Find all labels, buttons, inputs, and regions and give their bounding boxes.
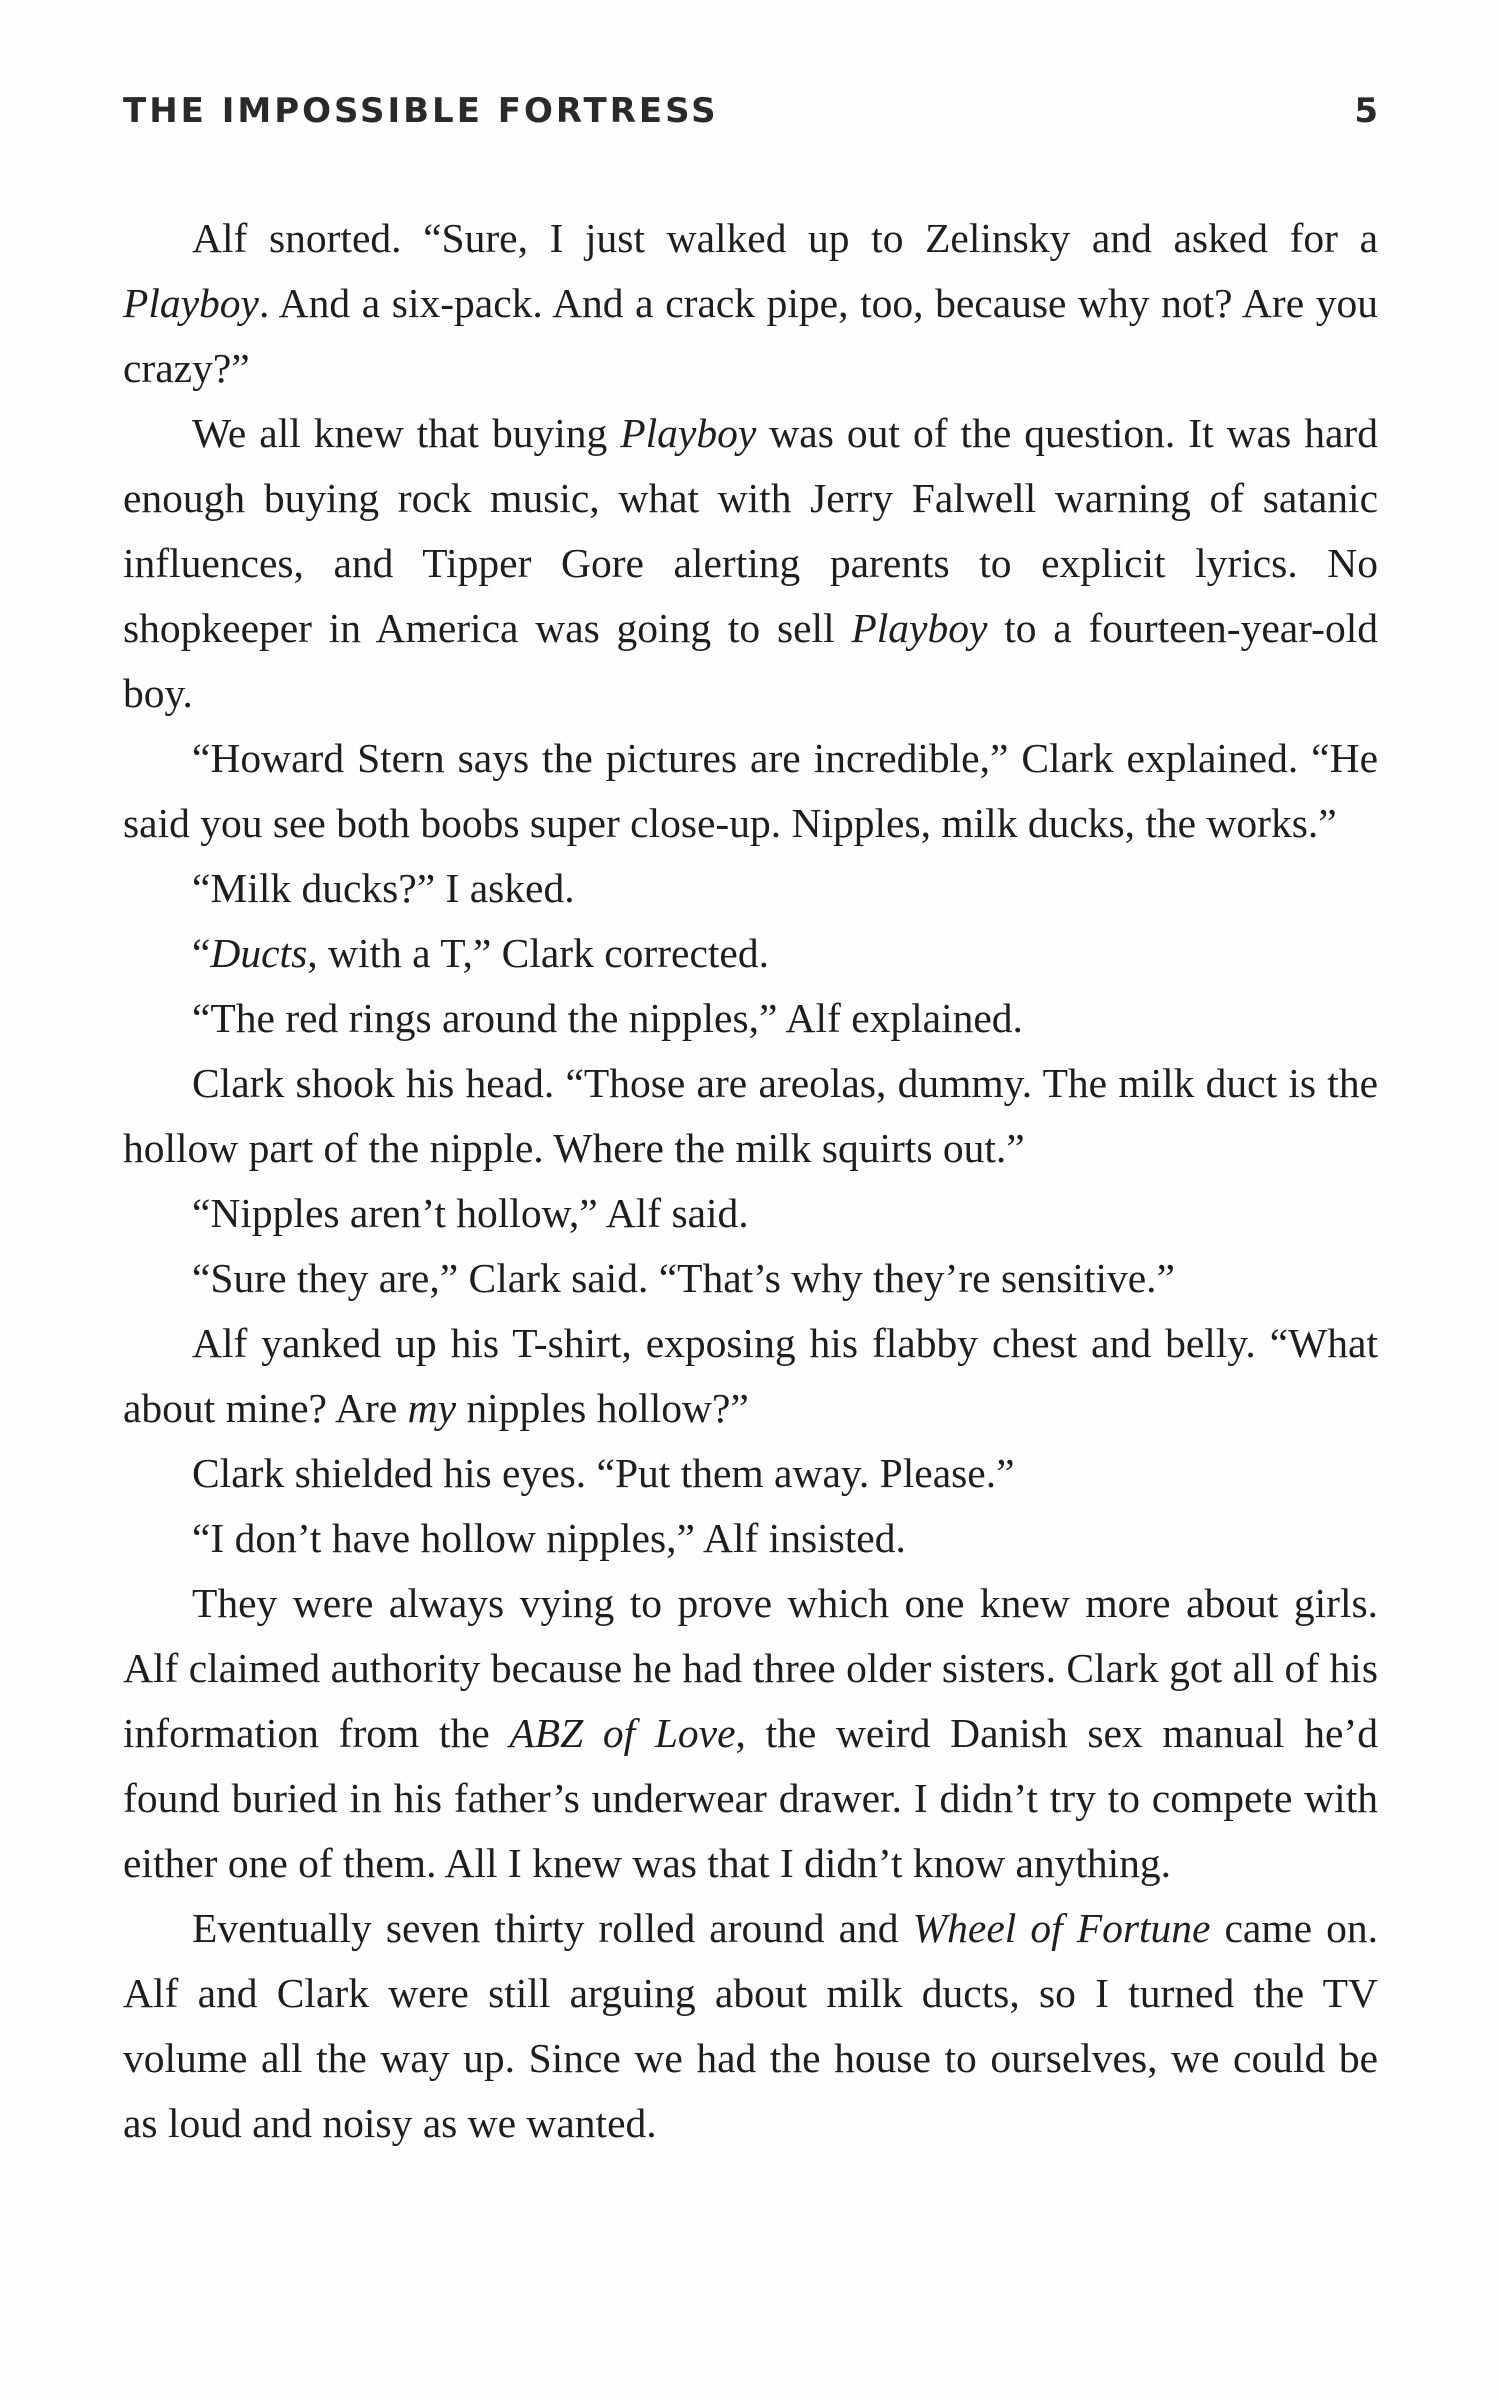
text-run: , with a T,” Clark corrected. [307, 930, 769, 976]
italic-text: Playboy [123, 280, 259, 326]
italic-text: Playboy [851, 605, 988, 651]
book-title: THE IMPOSSIBLE FORTRESS [123, 91, 719, 131]
italic-text: my [407, 1385, 457, 1431]
text-run: , the weird Danish sex manual he’d found buried in his father’s underwear drawer. I didn’t try to compete with either one of them. All I knew was that I didn’t know anything. [123, 1710, 1378, 1886]
paragraph [123, 726, 1378, 856]
italic-text: Wheel of Fortune [912, 1905, 1211, 1951]
paragraph [123, 1311, 1378, 1441]
text-run: to a fourteen-year-old boy. [123, 605, 1378, 716]
text-run: . And a six-pack. And a crack pipe, too, because why not? Are you crazy?” [123, 280, 1378, 391]
paragraph [123, 401, 1378, 726]
text-run: “Howard Stern says the pictures are incredible,” Clark explained. “He said you see both boobs super close-up. Nipples, milk ducks, the works.” [123, 735, 1378, 846]
paragraph [123, 1571, 1378, 1896]
paragraph [123, 1181, 1378, 1246]
paragraph [123, 1441, 1378, 1506]
text-run: They were always vying to prove which one knew more about girls. Alf claimed authority because he had three older sisters. Clark got all of his information from the [123, 1580, 1378, 1756]
italic-text: ABZ of Love [509, 1710, 736, 1756]
text-run: Alf yanked up his T-shirt, exposing his flabby chest and belly. “What about mine? Are [123, 1320, 1378, 1431]
paragraph [123, 1506, 1378, 1571]
text-run: was out of the question. It was hard enough buying rock music, what with Jerry Falwell warning of satanic influences, and Tipper Gore alerting parents to explicit lyrics. No shopkeeper in America was going to sell [123, 410, 1378, 651]
text-run: “Sure they are,” Clark said. “That’s why they’re sensitive.” [192, 1255, 1175, 1301]
italic-text: Ducts [210, 930, 308, 976]
paragraph [123, 856, 1378, 921]
page-number: 5 [1354, 91, 1378, 131]
paragraph [123, 1051, 1378, 1181]
paragraph [123, 206, 1378, 401]
paragraph [123, 1896, 1378, 2156]
text-run: came on. Alf and Clark were still arguing about milk ducts, so I turned the TV volume all the way up. Since we had the house to ourselves, we could be as loud and noisy as we wanted. [123, 1905, 1379, 2146]
text-run: Clark shook his head. “Those are areolas, dummy. The milk duct is the hollow part of the nipple. Where the milk squirts out.” [123, 1060, 1378, 1171]
text-run: Eventually seven thirty rolled around and [192, 1905, 913, 1951]
paragraph [123, 921, 1378, 986]
text-run: “Nipples aren’t hollow,” Alf said. [192, 1190, 749, 1236]
paragraph [123, 1246, 1378, 1311]
text-run: Alf snorted. “Sure, I just walked up to Zelinsky and asked for a [192, 215, 1378, 261]
text-run: “Milk ducks?” I asked. [192, 865, 575, 911]
text-run: “ [192, 930, 211, 976]
running-header [123, 88, 1378, 134]
text-run: “I don’t have hollow nipples,” Alf insisted. [192, 1515, 906, 1561]
body-text [123, 206, 1378, 2156]
paragraph [123, 986, 1378, 1051]
text-run: Clark shielded his eyes. “Put them away. Please.” [192, 1450, 1015, 1496]
text-run: nipples hollow?” [456, 1385, 749, 1431]
italic-text: Playboy [620, 410, 757, 456]
text-run: “The red rings around the nipples,” Alf explained. [192, 995, 1023, 1041]
text-run: We all knew that buying [192, 410, 621, 456]
